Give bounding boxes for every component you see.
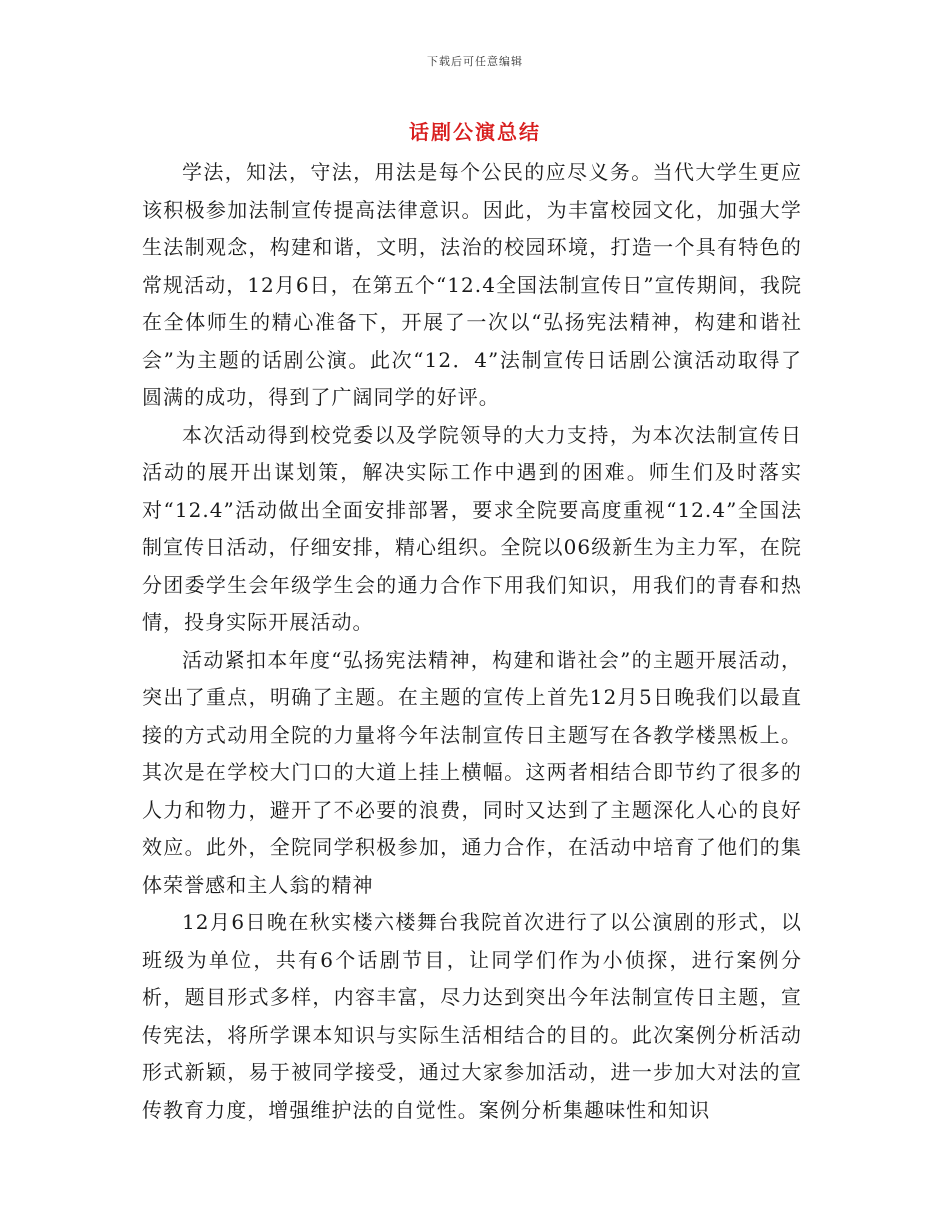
page-header-note: 下载后可任意编辑	[427, 55, 523, 68]
paragraph-4: 12月6日晚在秋实楼六楼舞台我院首次进行了以公演剧的形式，以班级为单位，共有6个话剧节目，让同学们作为小侦探，进行案例分析，题目形式多样，内容丰富，尽力达到突出今年法制宣传日主题，宣传宪法，将所学课本知识与实际生活相结合的目的。此次案例分析活动形式新颖，易于被同学接受，通过大家参加活动，进一步加大对法的宣传教育力度，增强维护法的自觉性。案例分析集趣味性和知识	[142, 910, 802, 1122]
paragraph-3: 活动紧扣本年度“弘扬宪法精神，构建和谐社会”的主题开展活动，突出了重点，明确了主题。在主题的宣传上首先12月5日晚我们以最直接的方式动用全院的力量将今年法制宣传日主题写在各教学楼黑板上。其次是在学校大门口的大道上挂上横幅。这两者相结合即节约了很多的人力和物力，避开了不必要的浪费，同时又达到了主题深化人心的良好效应。此外，全院同学积极参加，通力合作，在活动中培育了他们的集体荣誉感和主人翁的精神	[142, 647, 802, 897]
document-title: 话剧公演总结	[409, 120, 541, 144]
document-body	[142, 154, 802, 1129]
paragraph-2: 本次活动得到校党委以及学院领导的大力支持，为本次法制宣传日活动的展开出谋划策，解决实际工作中遇到的困难。师生们及时落实对“12.4”活动做出全面安排部署，要求全院要高度重视“12.4”全国法制宣传日活动，仔细安排，精心组织。全院以06级新生为主力军，在院分团委学生会年级学生会的通力合作下用我们知识，用我们的青春和热情，投身实际开展活动。	[142, 422, 802, 634]
paragraph-1: 学法，知法，守法，用法是每个公民的应尽义务。当代大学生更应该积极参加法制宣传提高法律意识。因此，为丰富校园文化，加强大学生法制观念，构建和谐，文明，法治的校园环境，打造一个具有特色的常规活动，12月6日，在第五个“12.4全国法制宣传日”宣传期间，我院在全体师生的精心准备下，开展了一次以“弘扬宪法精神，构建和谐社会”为主题的话剧公演。此次“12．4”法制宣传日话剧公演活动取得了圆满的成功，得到了广阔同学的好评。	[142, 160, 802, 409]
